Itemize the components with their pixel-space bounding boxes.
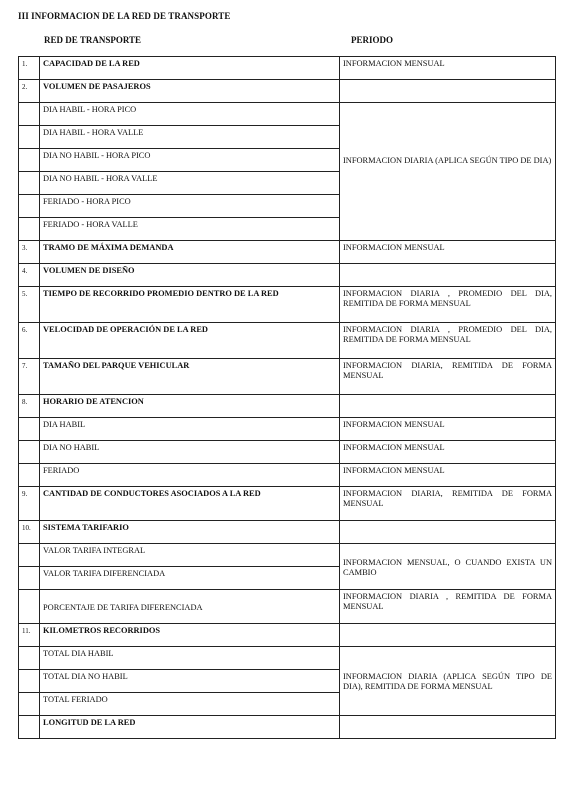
row-item: TAMAÑO DEL PARQUE VEHICULAR — [40, 359, 340, 395]
table-row — [19, 264, 556, 287]
row-period: INFORMACION MENSUAL — [340, 57, 556, 80]
transport-network-table — [18, 56, 556, 739]
row-number: 9. — [19, 487, 40, 521]
row-number — [19, 126, 40, 149]
row-number — [19, 567, 40, 590]
table-row — [19, 647, 556, 670]
table-row — [19, 544, 556, 567]
row-item: VOLUMEN DE PASAJEROS — [40, 80, 340, 103]
row-period: INFORMACION MENSUAL — [340, 241, 556, 264]
table-row — [19, 395, 556, 418]
row-number: 5. — [19, 287, 40, 323]
row-number — [19, 464, 40, 487]
table-row — [19, 521, 556, 544]
row-number: 8. — [19, 395, 40, 418]
row-period — [340, 624, 556, 647]
row-item: HORARIO DE ATENCION — [40, 395, 340, 418]
table-row — [19, 359, 556, 395]
row-period: INFORMACION DIARIA , PROMEDIO DEL DIA, REMITIDA DE FORMA MENSUAL — [340, 323, 556, 359]
row-number — [19, 149, 40, 172]
row-number — [19, 693, 40, 716]
table-row — [19, 624, 556, 647]
row-item: FERIADO — [40, 464, 340, 487]
row-item: TOTAL DIA HABIL — [40, 647, 340, 670]
row-period — [340, 80, 556, 103]
row-item: VALOR TARIFA INTEGRAL — [40, 544, 340, 567]
row-item: LONGITUD DE LA RED — [40, 716, 340, 739]
row-period: INFORMACION DIARIA , PROMEDIO DEL DIA, REMITIDA DE FORMA MENSUAL — [340, 287, 556, 323]
column-header-periodo: PERIODO — [351, 35, 394, 45]
row-period — [340, 716, 556, 739]
row-item: PORCENTAJE DE TARIFA DIFERENCIADA — [40, 590, 340, 624]
row-number — [19, 544, 40, 567]
row-period: INFORMACION MENSUAL, O CUANDO EXISTA UN CAMBIO — [340, 544, 556, 590]
row-number: 4. — [19, 264, 40, 287]
row-period: INFORMACION DIARIA (APLICA SEGÚN TIPO DE DIA), REMITIDA DE FORMA MENSUAL — [340, 647, 556, 716]
row-item: KILOMETROS RECORRIDOS — [40, 624, 340, 647]
row-number — [19, 670, 40, 693]
row-item: DIA NO HABIL — [40, 441, 340, 464]
row-item: FERIADO - HORA PICO — [40, 195, 340, 218]
row-item: DIA HABIL - HORA VALLE — [40, 126, 340, 149]
row-number — [19, 195, 40, 218]
row-number — [19, 172, 40, 195]
table-row — [19, 103, 556, 126]
row-item: DIA HABIL - HORA PICO — [40, 103, 340, 126]
row-item: VOLUMEN DE DISEÑO — [40, 264, 340, 287]
table-row — [19, 418, 556, 441]
row-period — [340, 521, 556, 544]
row-item: DIA NO HABIL - HORA VALLE — [40, 172, 340, 195]
row-number — [19, 418, 40, 441]
column-header-red: RED DE TRANSPORTE — [44, 35, 142, 45]
row-number: 1. — [19, 57, 40, 80]
row-period — [340, 264, 556, 287]
row-number — [19, 103, 40, 126]
row-item: TIEMPO DE RECORRIDO PROMEDIO DENTRO DE LA RED — [40, 287, 340, 323]
row-item: CAPACIDAD DE LA RED — [40, 57, 340, 80]
table-row — [19, 590, 556, 624]
row-item: DIA NO HABIL - HORA PICO — [40, 149, 340, 172]
table-row — [19, 716, 556, 739]
row-item: FERIADO - HORA VALLE — [40, 218, 340, 241]
table-row — [19, 441, 556, 464]
table-row — [19, 287, 556, 323]
row-period: INFORMACION MENSUAL — [340, 441, 556, 464]
row-period: INFORMACION DIARIA , REMITIDA DE FORMA MENSUAL — [340, 590, 556, 624]
row-number: 3. — [19, 241, 40, 264]
row-number — [19, 590, 40, 624]
table-row — [19, 487, 556, 521]
row-item: TOTAL DIA NO HABIL — [40, 670, 340, 693]
row-number — [19, 218, 40, 241]
row-number: 10. — [19, 521, 40, 544]
row-period: INFORMACION DIARIA, REMITIDA DE FORMA MENSUAL — [340, 487, 556, 521]
row-item: DIA HABIL — [40, 418, 340, 441]
row-period: INFORMACION MENSUAL — [340, 464, 556, 487]
row-number — [19, 647, 40, 670]
row-period — [340, 395, 556, 418]
row-item: VELOCIDAD DE OPERACIÓN DE LA RED — [40, 323, 340, 359]
row-number: 6. — [19, 323, 40, 359]
table-row — [19, 323, 556, 359]
row-number — [19, 716, 40, 739]
row-period: INFORMACION DIARIA (APLICA SEGÚN TIPO DE DIA) — [340, 103, 556, 241]
row-number — [19, 441, 40, 464]
row-number: 7. — [19, 359, 40, 395]
row-item: TOTAL FERIADO — [40, 693, 340, 716]
row-number: 11. — [19, 624, 40, 647]
table-row — [19, 241, 556, 264]
table-row — [19, 80, 556, 103]
table-row — [19, 57, 556, 80]
row-number: 2. — [19, 80, 40, 103]
row-item: SISTEMA TARIFARIO — [40, 521, 340, 544]
section-title: III INFORMACION DE LA RED DE TRANSPORTE — [18, 11, 231, 21]
table-row — [19, 464, 556, 487]
row-item: TRAMO DE MÁXIMA DEMANDA — [40, 241, 340, 264]
row-item: CANTIDAD DE CONDUCTORES ASOCIADOS A LA RED — [40, 487, 340, 521]
row-period: INFORMACION DIARIA, REMITIDA DE FORMA MENSUAL — [340, 359, 556, 395]
row-item: VALOR TARIFA DIFERENCIADA — [40, 567, 340, 590]
row-period: INFORMACION MENSUAL — [340, 418, 556, 441]
